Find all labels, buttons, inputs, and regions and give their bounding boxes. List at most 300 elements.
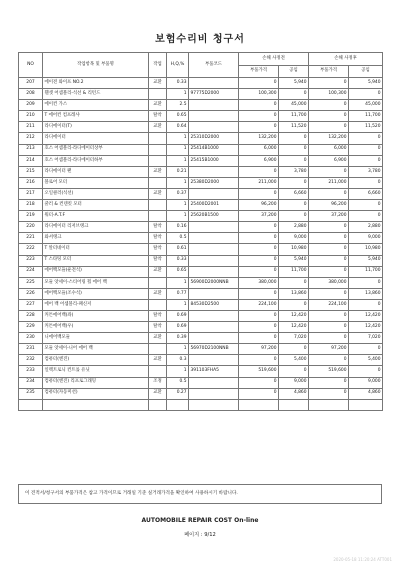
row-before-part-price: 0 — [239, 288, 279, 299]
row-work: 탈착 — [149, 244, 167, 255]
row-after-labor: 45,000 — [349, 100, 383, 111]
row-code — [189, 399, 239, 410]
row-before-labor: 5,940 — [279, 78, 309, 89]
row-after-part-price: 0 — [309, 377, 349, 388]
row-work: 교환 — [149, 122, 167, 133]
row-code — [189, 333, 239, 344]
row-no: 223 — [19, 255, 43, 266]
table-row — [19, 144, 383, 155]
row-before-part-price: 0 — [239, 78, 279, 89]
row-no: 220 — [19, 222, 43, 233]
row-before-part-price: 96,200 — [239, 200, 279, 211]
row-no: 232 — [19, 355, 43, 366]
row-item: 호스 어셈블리-라디에이터상부 — [43, 144, 149, 155]
table-row — [19, 89, 383, 100]
row-before-labor: 2,880 — [279, 222, 309, 233]
row-after-part-price: 0 — [309, 100, 349, 111]
row-before-labor: 0 — [279, 344, 309, 355]
row-after-part-price: 132,200 — [309, 133, 349, 144]
row-before-part-price: 0 — [239, 266, 279, 277]
row-after-part-price: 0 — [309, 388, 349, 399]
row-before-part-price: 100,300 — [239, 89, 279, 100]
row-work — [149, 89, 167, 100]
row-code — [189, 266, 239, 277]
row-work — [149, 155, 167, 166]
row-item: T 스타팅 모터 — [43, 255, 149, 266]
row-code: 391103FHA5 — [189, 366, 239, 377]
row-no: 233 — [19, 366, 43, 377]
table-row — [19, 100, 383, 111]
row-code: 56970D2100NNB — [189, 344, 239, 355]
row-before-labor: 9,000 — [279, 377, 309, 388]
row-after-part-price: 96,200 — [309, 200, 349, 211]
row-work — [149, 177, 167, 188]
row-item: 모듈 앗세이-니어 에어 백 — [43, 344, 149, 355]
row-no: 207 — [19, 78, 43, 89]
row-no: 227 — [19, 299, 43, 310]
row-code — [189, 222, 239, 233]
row-hqty: 0.3 — [167, 355, 189, 366]
row-before-part-price: 0 — [239, 166, 279, 177]
row-after-part-price: 0 — [309, 188, 349, 199]
row-code — [189, 233, 239, 244]
row-before-part-price: 0 — [239, 188, 279, 199]
row-before-part-price: 0 — [239, 233, 279, 244]
row-before-labor: 0 — [279, 133, 309, 144]
row-code — [189, 355, 239, 366]
row-before-labor: 12,420 — [279, 322, 309, 333]
row-hqty: 0.33 — [167, 255, 189, 266]
row-no: 218 — [19, 200, 43, 211]
row-no: 214 — [19, 155, 43, 166]
row-after-labor: 0 — [349, 177, 383, 188]
row-before-part-price: 0 — [239, 333, 279, 344]
row-work: 탈착 — [149, 310, 167, 321]
row-after-labor: 9,000 — [349, 377, 383, 388]
row-code — [189, 288, 239, 299]
row-hqty — [167, 399, 189, 410]
row-after-labor: 11,520 — [349, 122, 383, 133]
row-after-labor: 0 — [349, 144, 383, 155]
row-after-part-price: 0 — [309, 222, 349, 233]
row-after-part-price: 0 — [309, 122, 349, 133]
row-before-part-price: 0 — [239, 377, 279, 388]
row-no: 224 — [19, 266, 43, 277]
row-hqty: 0.5 — [167, 233, 189, 244]
row-after-labor: 6,660 — [349, 188, 383, 199]
header-no: NO — [19, 53, 43, 78]
row-before-labor — [279, 399, 309, 410]
row-before-labor: 0 — [279, 144, 309, 155]
row-code — [189, 388, 239, 399]
table-row — [19, 177, 383, 188]
row-code — [189, 100, 239, 111]
row-no: 226 — [19, 288, 43, 299]
row-before-part-price: 6,000 — [239, 144, 279, 155]
row-before-part-price: 132,200 — [239, 133, 279, 144]
table-row — [19, 233, 383, 244]
row-after-labor: 7,020 — [349, 333, 383, 344]
row-after-part-price — [309, 399, 349, 410]
row-after-part-price: 0 — [309, 322, 349, 333]
header-hqty: H,Q,% — [167, 53, 189, 78]
row-code — [189, 377, 239, 388]
row-item: 컴퓨터(엔진) 리프로그래밍 — [43, 377, 149, 388]
row-after-labor: 12,420 — [349, 322, 383, 333]
row-code — [189, 78, 239, 89]
row-before-part-price: 0 — [239, 355, 279, 366]
row-after-labor: 12,420 — [349, 310, 383, 321]
row-work — [149, 399, 167, 410]
row-item: T 에어컨 컴프레샤 — [43, 111, 149, 122]
table-row — [19, 200, 383, 211]
row-after-labor: 0 — [349, 155, 383, 166]
row-before-part-price: 0 — [239, 244, 279, 255]
row-before-labor: 3,780 — [279, 166, 309, 177]
table-row — [19, 188, 383, 199]
row-item: 컴퓨터(자동미션) — [43, 388, 149, 399]
row-no: 212 — [19, 133, 43, 144]
header-item: 작업항목 및 부품명 — [43, 53, 149, 78]
row-item: 컴퓨터(엔진) — [43, 355, 149, 366]
row-item: 쿨러 & 컨덴킷 모터 — [43, 200, 149, 211]
row-item: 커튼에어백(좌) — [43, 310, 149, 321]
row-after-labor: 0 — [349, 277, 383, 288]
row-item: 라디에이터 팬 — [43, 166, 149, 177]
row-after-labor: 5,940 — [349, 78, 383, 89]
row-after-part-price: 0 — [309, 255, 349, 266]
row-hqty: 0.33 — [167, 78, 189, 89]
row-after-labor: 0 — [349, 133, 383, 144]
row-after-part-price: 380,000 — [309, 277, 349, 288]
row-after-labor: 13,860 — [349, 288, 383, 299]
row-no: 209 — [19, 100, 43, 111]
row-before-labor: 11,700 — [279, 111, 309, 122]
row-no: 211 — [19, 122, 43, 133]
row-before-part-price — [239, 399, 279, 410]
row-work: 탈착 — [149, 233, 167, 244]
row-no: 225 — [19, 277, 43, 288]
row-after-labor: 2,880 — [349, 222, 383, 233]
row-code: 25415B1000 — [189, 155, 239, 166]
row-code — [189, 166, 239, 177]
row-item: 에어백모듈(운전석) — [43, 266, 149, 277]
row-item: 니에어백모듈 — [43, 333, 149, 344]
row-item: 에어백모듈(조수석) — [43, 288, 149, 299]
row-after-labor: 10,980 — [349, 244, 383, 255]
row-no: 234 — [19, 377, 43, 388]
header-after-part-price: 부품가격 — [309, 66, 349, 78]
row-no: 215 — [19, 166, 43, 177]
row-hqty: 1 — [167, 277, 189, 288]
print-timestamp: 2020-05-18 11:20:24 ATT001 — [333, 557, 392, 562]
row-item: 에어 백 어셈블리-패신저 — [43, 299, 149, 310]
row-hqty: 0.39 — [167, 333, 189, 344]
row-no: 230 — [19, 333, 43, 344]
row-work — [149, 299, 167, 310]
notice-box — [18, 484, 382, 504]
claim-table — [18, 52, 383, 411]
row-work: 탈착 — [149, 111, 167, 122]
row-before-part-price: 0 — [239, 322, 279, 333]
table-row — [19, 111, 383, 122]
row-work: 탈착 — [149, 322, 167, 333]
row-item: 워터-A.T.F — [43, 211, 149, 222]
table-row — [19, 299, 383, 310]
row-no: 222 — [19, 244, 43, 255]
row-after-part-price: 0 — [309, 166, 349, 177]
table-row — [19, 78, 383, 89]
header-code: 부품코드 — [189, 53, 239, 78]
row-item: 에이전 와이프 NO.2 — [43, 78, 149, 89]
row-item: 오일클러(석션) — [43, 188, 149, 199]
row-work: 교환 — [149, 100, 167, 111]
table-row — [19, 377, 383, 388]
table-row — [19, 277, 383, 288]
row-before-labor: 0 — [279, 177, 309, 188]
row-work — [149, 200, 167, 211]
row-item: 커튼에어백(우) — [43, 322, 149, 333]
page-title: 보험수리비 청구서 — [155, 34, 245, 45]
row-code — [189, 322, 239, 333]
row-code: 97775D2000 — [189, 89, 239, 100]
row-after-part-price: 0 — [309, 266, 349, 277]
row-no: 231 — [19, 344, 43, 355]
table-row — [19, 222, 383, 233]
row-no: 221 — [19, 233, 43, 244]
row-code — [189, 310, 239, 321]
footer-title: AUTOMOBILE REPAIR COST On-line — [141, 517, 259, 524]
table-row — [19, 322, 383, 333]
row-code: 25400D2001 — [189, 200, 239, 211]
row-work: 교환 — [149, 78, 167, 89]
table-row — [19, 388, 383, 399]
row-after-part-price: 519,600 — [309, 366, 349, 377]
row-work — [149, 344, 167, 355]
row-before-labor: 12,420 — [279, 310, 309, 321]
row-hqty: 1 — [167, 211, 189, 222]
row-work — [149, 211, 167, 222]
row-after-labor: 3,780 — [349, 166, 383, 177]
row-after-part-price: 0 — [309, 333, 349, 344]
row-work: 탈착 — [149, 222, 167, 233]
row-hqty: 0.37 — [167, 188, 189, 199]
row-hqty: 1 — [167, 299, 189, 310]
row-hqty: 1 — [167, 144, 189, 155]
row-after-part-price: 6,900 — [309, 155, 349, 166]
row-item: 라디에이터(T) — [43, 122, 149, 133]
row-hqty: 2.5 — [167, 100, 189, 111]
row-after-labor: 0 — [349, 89, 383, 100]
header-before-labor: 공임 — [279, 66, 309, 78]
row-no: 229 — [19, 322, 43, 333]
row-no: 208 — [19, 89, 43, 100]
header-row-1 — [19, 53, 383, 66]
row-item: 호스 어셈블리-라디에이터하부 — [43, 155, 149, 166]
row-no: 210 — [19, 111, 43, 122]
row-after-part-price: 97,200 — [309, 344, 349, 355]
row-after-labor: 5,400 — [349, 355, 383, 366]
row-after-labor: 0 — [349, 344, 383, 355]
header-before-part-price: 부품가격 — [239, 66, 279, 78]
table-row — [19, 133, 383, 144]
row-code — [189, 111, 239, 122]
row-before-labor: 11,520 — [279, 122, 309, 133]
row-after-part-price: 0 — [309, 244, 349, 255]
row-hqty: 1 — [167, 200, 189, 211]
blank-row — [19, 399, 383, 410]
row-item: 일렉트로닉 컨트롤 유닛 — [43, 366, 149, 377]
row-no: 216 — [19, 177, 43, 188]
row-before-part-price: 0 — [239, 122, 279, 133]
row-code: 84530D2500 — [189, 299, 239, 310]
row-item: 라디에이터 리저브탱크 — [43, 222, 149, 233]
row-hqty: 0.64 — [167, 122, 189, 133]
row-before-labor: 5,400 — [279, 355, 309, 366]
row-hqty: 0.65 — [167, 111, 189, 122]
row-hqty: 0.21 — [167, 166, 189, 177]
row-after-part-price: 0 — [309, 310, 349, 321]
row-before-labor: 0 — [279, 211, 309, 222]
row-after-part-price: 0 — [309, 233, 349, 244]
row-code — [189, 122, 239, 133]
row-after-part-price: 0 — [309, 288, 349, 299]
row-item: 블로어 모터 — [43, 177, 149, 188]
row-no: 213 — [19, 144, 43, 155]
row-item: 와셔탱크 — [43, 233, 149, 244]
table-row — [19, 255, 383, 266]
row-item: 라디에이터 — [43, 133, 149, 144]
row-hqty: 1 — [167, 344, 189, 355]
row-before-labor: 45,000 — [279, 100, 309, 111]
row-after-labor: 11,700 — [349, 111, 383, 122]
row-after-labor: 0 — [349, 299, 383, 310]
row-hqty: 0.69 — [167, 310, 189, 321]
row-work: 교환 — [149, 166, 167, 177]
row-item — [43, 399, 149, 410]
row-before-part-price: 380,000 — [239, 277, 279, 288]
row-code — [189, 255, 239, 266]
row-after-part-price: 211,000 — [309, 177, 349, 188]
row-before-labor: 9,000 — [279, 233, 309, 244]
header-claim-after: 손해 사정후 — [309, 53, 383, 66]
row-before-part-price: 0 — [239, 310, 279, 321]
row-work: 탈착 — [149, 255, 167, 266]
header-work: 작업 — [149, 53, 167, 78]
row-before-part-price: 224,100 — [239, 299, 279, 310]
row-before-part-price: 0 — [239, 255, 279, 266]
row-work: 교환 — [149, 355, 167, 366]
row-no: 219 — [19, 211, 43, 222]
row-no: 217 — [19, 188, 43, 199]
row-after-labor: 11,700 — [349, 266, 383, 277]
row-code — [189, 188, 239, 199]
table-row — [19, 333, 383, 344]
row-after-labor — [349, 399, 383, 410]
row-after-part-price: 6,000 — [309, 144, 349, 155]
row-item: 에이컨 가스 — [43, 100, 149, 111]
row-no — [19, 399, 43, 410]
row-hqty: 1 — [167, 155, 189, 166]
row-hqty: 0.61 — [167, 244, 189, 255]
row-item: T 알터네이터 — [43, 244, 149, 255]
row-before-part-price: 519,600 — [239, 366, 279, 377]
row-no: 228 — [19, 310, 43, 321]
row-before-labor: 0 — [279, 299, 309, 310]
table-row — [19, 244, 383, 255]
row-before-labor: 0 — [279, 277, 309, 288]
row-after-part-price: 100,300 — [309, 89, 349, 100]
row-work: 조정 — [149, 377, 167, 388]
row-work: 교환 — [149, 288, 167, 299]
row-after-part-price: 0 — [309, 78, 349, 89]
row-after-part-price: 224,100 — [309, 299, 349, 310]
row-after-part-price: 0 — [309, 355, 349, 366]
header-claim-before: 손해 사정전 — [239, 53, 309, 66]
row-work — [149, 133, 167, 144]
row-code: 56900D2000NNB — [189, 277, 239, 288]
row-hqty: 0.16 — [167, 222, 189, 233]
table-row — [19, 155, 383, 166]
row-before-labor: 13,860 — [279, 288, 309, 299]
page-number: 페이지 : 9/12 — [184, 532, 216, 538]
row-before-part-price: 0 — [239, 388, 279, 399]
row-hqty: 0.65 — [167, 266, 189, 277]
row-before-labor: 4,860 — [279, 388, 309, 399]
row-hqty: 1 — [167, 177, 189, 188]
row-after-labor: 0 — [349, 200, 383, 211]
row-item: 모듈 앗세이-스티어링 휠 에어 백 — [43, 277, 149, 288]
row-before-part-price: 0 — [239, 222, 279, 233]
row-code: 25414B1000 — [189, 144, 239, 155]
row-before-labor: 0 — [279, 200, 309, 211]
row-before-part-price: 211,000 — [239, 177, 279, 188]
row-hqty: 0.69 — [167, 322, 189, 333]
table-row — [19, 266, 383, 277]
table-row — [19, 344, 383, 355]
row-after-part-price: 37,200 — [309, 211, 349, 222]
row-before-labor: 0 — [279, 366, 309, 377]
row-work: 교환 — [149, 188, 167, 199]
row-code: 25380D2000 — [189, 177, 239, 188]
row-work — [149, 144, 167, 155]
row-before-labor: 0 — [279, 155, 309, 166]
table-row — [19, 366, 383, 377]
row-before-labor: 7,020 — [279, 333, 309, 344]
row-before-labor: 5,940 — [279, 255, 309, 266]
table-row — [19, 288, 383, 299]
row-before-labor: 11,700 — [279, 266, 309, 277]
table-row — [19, 310, 383, 321]
table-row — [19, 122, 383, 133]
row-code: 25620B1500 — [189, 211, 239, 222]
row-item: 휀셋 어셈블리-석션 & 리턴드 — [43, 89, 149, 100]
table-row — [19, 166, 383, 177]
row-after-labor: 9,000 — [349, 233, 383, 244]
row-work: 교환 — [149, 266, 167, 277]
row-no: 235 — [19, 388, 43, 399]
row-after-labor: 0 — [349, 366, 383, 377]
row-code — [189, 244, 239, 255]
row-code: 25310D2000 — [189, 133, 239, 144]
row-before-part-price: 37,200 — [239, 211, 279, 222]
row-after-part-price: 0 — [309, 111, 349, 122]
row-hqty: 0.5 — [167, 377, 189, 388]
row-hqty: 1 — [167, 89, 189, 100]
row-hqty: 1 — [167, 133, 189, 144]
row-work: 교환 — [149, 388, 167, 399]
row-work — [149, 366, 167, 377]
